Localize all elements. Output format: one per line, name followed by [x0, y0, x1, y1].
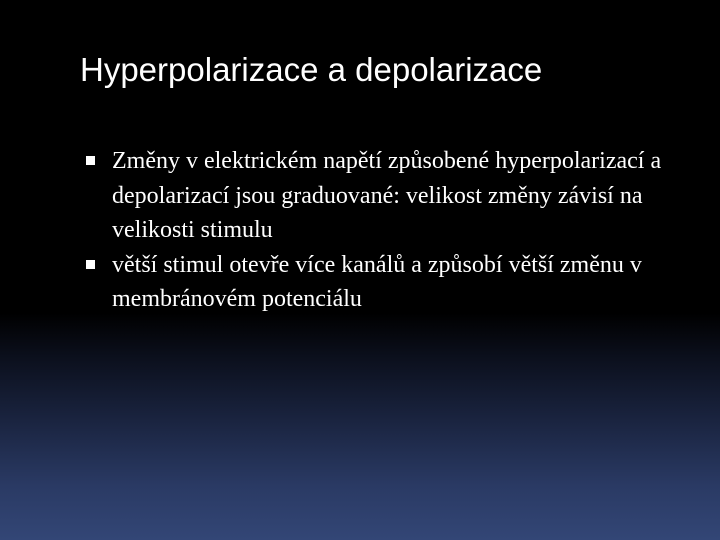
bullet-list [86, 144, 686, 317]
slide-title: Hyperpolarizace a depolarizace [80, 51, 543, 88]
bullet-item [86, 248, 686, 317]
square-bullet-icon [86, 156, 95, 165]
bullet-item [86, 144, 686, 248]
square-bullet-icon [86, 260, 95, 269]
bullet-text: Změny v elektrickém napětí způsobené hyperpolarizací a depolarizací jsou graduované: velikost změny závisí na velikosti stimulu [112, 148, 662, 243]
bullet-text: větší stimul otevře více kanálů a způsobí větší změnu v membránovém potenciálu [112, 251, 642, 312]
